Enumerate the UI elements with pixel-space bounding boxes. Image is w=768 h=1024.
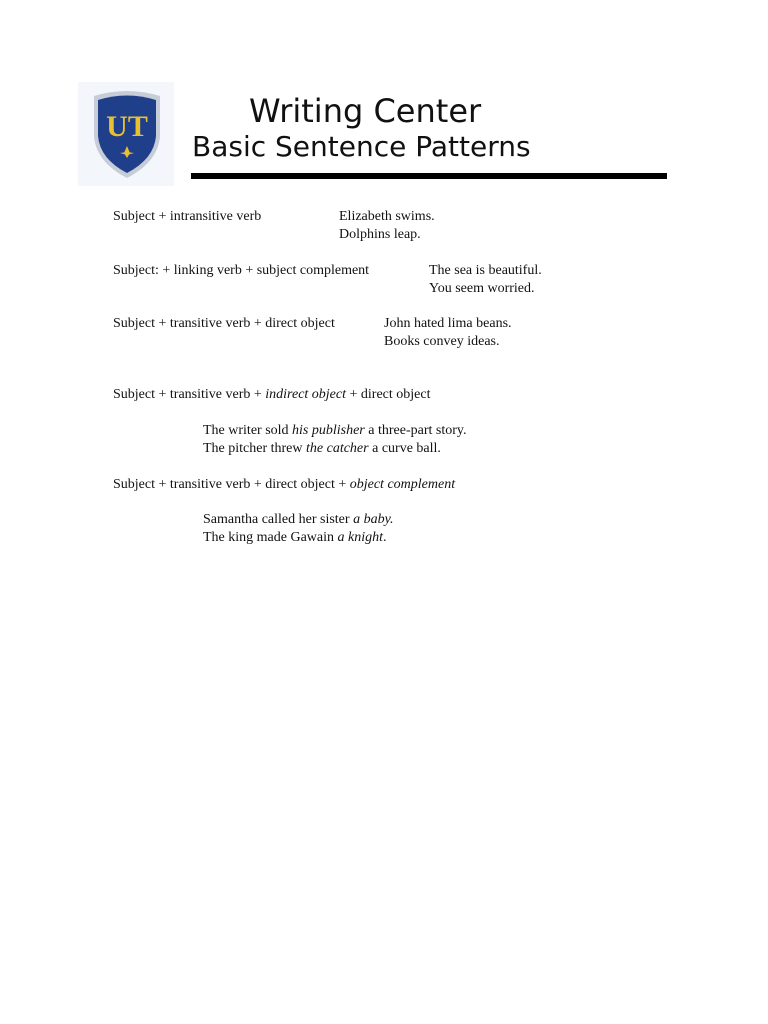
title-basic-sentence-patterns: Basic Sentence Patterns (192, 130, 531, 163)
pattern-2-formula: Subject: + linking verb + subject complement (113, 263, 370, 278)
pattern-5-example-1: Samantha called her sister a baby. (203, 512, 394, 527)
pattern-2-example-2: You seem worried. (429, 281, 535, 296)
svg-text:UT: UT (106, 110, 148, 143)
pattern-3-example-1: John hated lima beans. (384, 316, 512, 331)
pattern-1-example-1: Elizabeth swims. (339, 209, 435, 224)
ut-logo (78, 82, 174, 186)
pattern-4-example-1: The writer sold his publisher a three-part story. (203, 423, 467, 438)
pattern-5-example-2: The king made Gawain a knight. (203, 530, 387, 545)
pattern-5-formula: Subject + transitive verb + direct object + object complement (113, 477, 456, 492)
pattern-2-example-1: The sea is beautiful. (429, 263, 542, 278)
pattern-4-formula: Subject + transitive verb + indirect object + direct object (113, 387, 431, 402)
pattern-4-example-2: The pitcher threw the catcher a curve ball. (203, 441, 441, 456)
shield-logo-icon (92, 90, 162, 180)
pattern-3-example-2: Books convey ideas. (384, 334, 500, 349)
pattern-1-example-2: Dolphins leap. (339, 227, 421, 242)
title-writing-center: Writing Center (249, 92, 482, 130)
title-divider (191, 173, 667, 179)
pattern-3-formula: Subject + transitive verb + direct object (113, 316, 335, 331)
pattern-1-formula: Subject + intransitive verb (113, 209, 262, 224)
